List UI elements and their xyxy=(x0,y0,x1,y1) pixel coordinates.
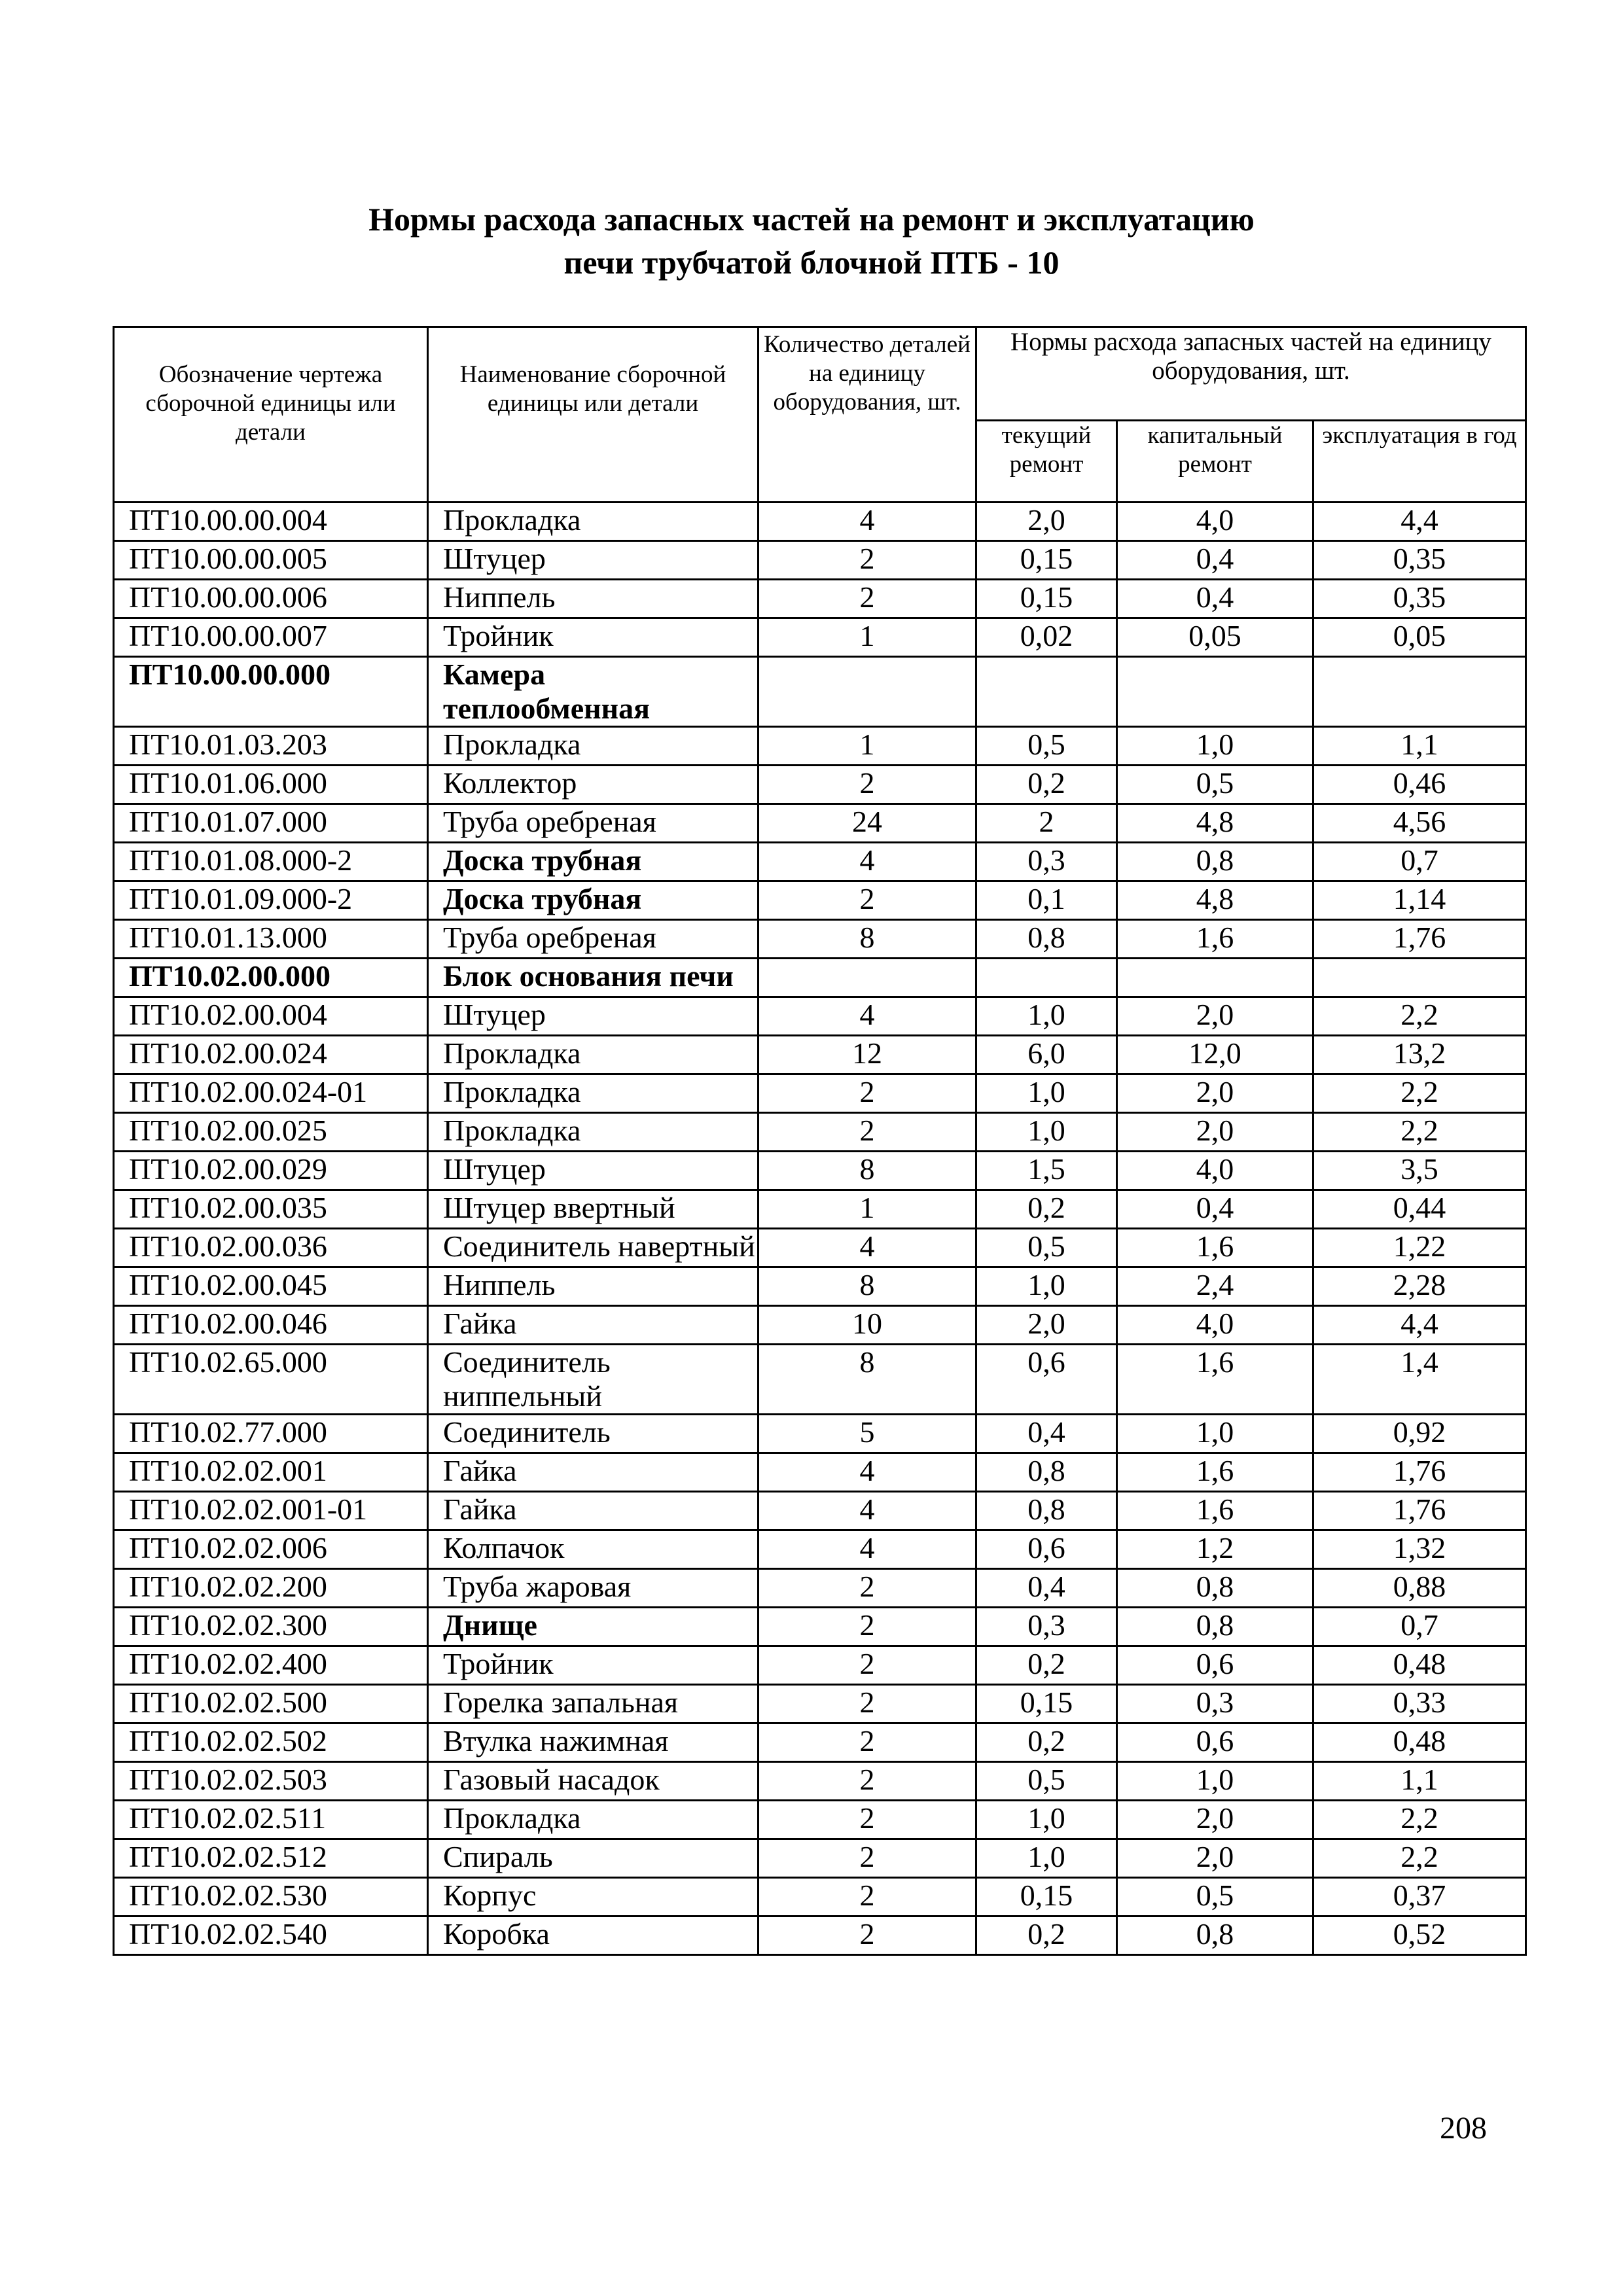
cell-capital-repair xyxy=(1117,959,1313,997)
cell-current-repair: 0,1 xyxy=(976,881,1117,920)
cell-current-repair: 0,6 xyxy=(976,1345,1117,1415)
table-row xyxy=(114,1723,1526,1762)
cell-qty: 2 xyxy=(758,881,976,920)
cell-capital-repair: 4,0 xyxy=(1117,1306,1313,1345)
cell-name: Горелка запальная xyxy=(428,1685,758,1723)
cell-current-repair: 1,0 xyxy=(976,997,1117,1036)
cell-capital-repair: 1,0 xyxy=(1117,1415,1313,1453)
cell-code: ПТ10.01.07.000 xyxy=(114,804,428,843)
cell-capital-repair: 0,4 xyxy=(1117,541,1313,580)
cell-code: ПТ10.01.06.000 xyxy=(114,766,428,804)
cell-capital-repair: 1,6 xyxy=(1117,1453,1313,1492)
cell-qty: 2 xyxy=(758,1839,976,1878)
cell-current-repair: 0,3 xyxy=(976,843,1117,881)
cell-qty: 8 xyxy=(758,1152,976,1190)
cell-code: ПТ10.02.02.300 xyxy=(114,1608,428,1646)
cell-name: Штуцер xyxy=(428,541,758,580)
cell-capital-repair: 2,0 xyxy=(1117,1113,1313,1152)
table-row xyxy=(114,1036,1526,1074)
table-row xyxy=(114,1453,1526,1492)
cell-code: ПТ10.02.02.001-01 xyxy=(114,1492,428,1530)
cell-qty: 2 xyxy=(758,580,976,618)
table-row xyxy=(114,1229,1526,1267)
cell-name: Блок основания печи xyxy=(428,959,758,997)
cell-capital-repair: 2,0 xyxy=(1117,1801,1313,1839)
cell-capital-repair: 1,6 xyxy=(1117,920,1313,959)
document-title xyxy=(0,198,1623,284)
cell-code: ПТ10.02.00.004 xyxy=(114,997,428,1036)
cell-operation: 1,4 xyxy=(1313,1345,1526,1415)
cell-capital-repair: 4,8 xyxy=(1117,881,1313,920)
cell-code: ПТ10.02.00.036 xyxy=(114,1229,428,1267)
cell-qty xyxy=(758,959,976,997)
cell-current-repair: 0,5 xyxy=(976,1762,1117,1801)
cell-current-repair: 0,15 xyxy=(976,1685,1117,1723)
cell-current-repair: 0,2 xyxy=(976,1646,1117,1685)
cell-name: Соединитель xyxy=(428,1415,758,1453)
cell-current-repair: 0,15 xyxy=(976,1878,1117,1916)
cell-operation: 2,2 xyxy=(1313,1113,1526,1152)
cell-code: ПТ10.02.00.025 xyxy=(114,1113,428,1152)
cell-operation: 0,35 xyxy=(1313,541,1526,580)
cell-capital-repair: 0,4 xyxy=(1117,1190,1313,1229)
cell-code: ПТ10.00.00.006 xyxy=(114,580,428,618)
cell-operation: 2,2 xyxy=(1313,1839,1526,1878)
cell-operation: 4,4 xyxy=(1313,1306,1526,1345)
cell-capital-repair: 0,5 xyxy=(1117,1878,1313,1916)
table-row xyxy=(114,1685,1526,1723)
cell-operation: 0,37 xyxy=(1313,1878,1526,1916)
cell-code: ПТ10.01.03.203 xyxy=(114,727,428,766)
cell-current-repair: 2,0 xyxy=(976,1306,1117,1345)
cell-name: Тройник xyxy=(428,618,758,657)
cell-capital-repair: 4,0 xyxy=(1117,1152,1313,1190)
cell-name: Газовый насадок xyxy=(428,1762,758,1801)
cell-code: ПТ10.02.00.000 xyxy=(114,959,428,997)
cell-qty: 5 xyxy=(758,1415,976,1453)
table-row xyxy=(114,1345,1526,1415)
header-current-repair: текущий ремонт xyxy=(976,421,1117,503)
cell-qty: 24 xyxy=(758,804,976,843)
table-row xyxy=(114,503,1526,541)
cell-qty: 2 xyxy=(758,766,976,804)
table-row xyxy=(114,1113,1526,1152)
cell-capital-repair: 1,6 xyxy=(1117,1229,1313,1267)
table-row xyxy=(114,1569,1526,1608)
cell-current-repair: 1,0 xyxy=(976,1074,1117,1113)
cell-capital-repair: 0,8 xyxy=(1117,1608,1313,1646)
cell-qty: 2 xyxy=(758,1723,976,1762)
cell-qty: 8 xyxy=(758,1267,976,1306)
cell-capital-repair: 2,0 xyxy=(1117,1074,1313,1113)
table-row xyxy=(114,997,1526,1036)
cell-name: Колпачок xyxy=(428,1530,758,1569)
cell-operation: 1,1 xyxy=(1313,727,1526,766)
cell-operation: 0,48 xyxy=(1313,1646,1526,1685)
cell-operation: 2,2 xyxy=(1313,1801,1526,1839)
cell-current-repair: 1,0 xyxy=(976,1839,1117,1878)
cell-capital-repair: 0,6 xyxy=(1117,1723,1313,1762)
cell-current-repair: 6,0 xyxy=(976,1036,1117,1074)
cell-code: ПТ10.00.00.005 xyxy=(114,541,428,580)
header-code: Обозначение чертежа сборочной единицы или детали xyxy=(114,327,428,503)
table-row xyxy=(114,1415,1526,1453)
table-row xyxy=(114,1762,1526,1801)
cell-qty: 4 xyxy=(758,1229,976,1267)
cell-code: ПТ10.02.02.503 xyxy=(114,1762,428,1801)
header-norms-group: Нормы расхода запасных частей на единицу оборудования, шт. xyxy=(976,327,1526,421)
cell-capital-repair: 12,0 xyxy=(1117,1036,1313,1074)
cell-name: Прокладка xyxy=(428,1036,758,1074)
cell-code: ПТ10.02.00.045 xyxy=(114,1267,428,1306)
cell-code: ПТ10.02.02.200 xyxy=(114,1569,428,1608)
cell-current-repair: 0,2 xyxy=(976,766,1117,804)
cell-qty: 10 xyxy=(758,1306,976,1345)
cell-current-repair: 0,2 xyxy=(976,1723,1117,1762)
cell-capital-repair: 0,8 xyxy=(1117,1569,1313,1608)
cell-current-repair: 2 xyxy=(976,804,1117,843)
cell-qty: 2 xyxy=(758,1646,976,1685)
cell-operation: 0,05 xyxy=(1313,618,1526,657)
cell-name: Соединитель навертный xyxy=(428,1229,758,1267)
cell-qty: 2 xyxy=(758,1608,976,1646)
cell-operation: 4,4 xyxy=(1313,503,1526,541)
cell-operation: 0,44 xyxy=(1313,1190,1526,1229)
cell-capital-repair: 0,05 xyxy=(1117,618,1313,657)
cell-code: ПТ10.00.00.004 xyxy=(114,503,428,541)
title-line-1: Нормы расхода запасных частей на ремонт и эксплуатацию xyxy=(368,201,1255,238)
cell-current-repair: 0,8 xyxy=(976,1492,1117,1530)
cell-operation: 0,88 xyxy=(1313,1569,1526,1608)
table-row xyxy=(114,959,1526,997)
cell-name: Корпус xyxy=(428,1878,758,1916)
cell-operation: 1,32 xyxy=(1313,1530,1526,1569)
cell-capital-repair: 0,8 xyxy=(1117,1916,1313,1955)
cell-operation: 4,56 xyxy=(1313,804,1526,843)
cell-name: Коробка xyxy=(428,1916,758,1955)
cell-qty: 1 xyxy=(758,1190,976,1229)
header-qty: Количество деталей на единицу оборудования, шт. xyxy=(758,327,976,503)
cell-capital-repair: 1,0 xyxy=(1117,727,1313,766)
cell-capital-repair: 0,4 xyxy=(1117,580,1313,618)
cell-current-repair: 1,0 xyxy=(976,1801,1117,1839)
cell-operation: 13,2 xyxy=(1313,1036,1526,1074)
cell-capital-repair: 1,0 xyxy=(1117,1762,1313,1801)
cell-name: Спираль xyxy=(428,1839,758,1878)
spare-parts-norms-table xyxy=(113,326,1527,1956)
cell-name: Гайка xyxy=(428,1306,758,1345)
cell-qty: 4 xyxy=(758,997,976,1036)
cell-capital-repair: 0,5 xyxy=(1117,766,1313,804)
cell-current-repair: 1,0 xyxy=(976,1113,1117,1152)
cell-capital-repair: 0,6 xyxy=(1117,1646,1313,1685)
cell-name: Штуцер ввертный xyxy=(428,1190,758,1229)
cell-capital-repair: 1,6 xyxy=(1117,1492,1313,1530)
cell-operation xyxy=(1313,959,1526,997)
cell-qty: 8 xyxy=(758,920,976,959)
cell-qty: 2 xyxy=(758,1113,976,1152)
cell-name: Прокладка xyxy=(428,503,758,541)
cell-code: ПТ10.01.09.000-2 xyxy=(114,881,428,920)
cell-qty: 2 xyxy=(758,1762,976,1801)
cell-current-repair: 0,2 xyxy=(976,1190,1117,1229)
table-row xyxy=(114,1801,1526,1839)
cell-qty: 2 xyxy=(758,1878,976,1916)
cell-name: Прокладка xyxy=(428,1801,758,1839)
table-row xyxy=(114,1839,1526,1878)
table-body xyxy=(114,503,1526,1955)
cell-code: ПТ10.02.77.000 xyxy=(114,1415,428,1453)
cell-name: Труба оребреная xyxy=(428,804,758,843)
table-row xyxy=(114,1152,1526,1190)
cell-operation: 2,2 xyxy=(1313,1074,1526,1113)
cell-current-repair: 2,0 xyxy=(976,503,1117,541)
table-row xyxy=(114,804,1526,843)
cell-current-repair xyxy=(976,959,1117,997)
cell-current-repair: 0,5 xyxy=(976,1229,1117,1267)
cell-qty: 1 xyxy=(758,618,976,657)
cell-operation: 1,1 xyxy=(1313,1762,1526,1801)
cell-capital-repair: 2,4 xyxy=(1117,1267,1313,1306)
cell-name: Ниппель xyxy=(428,1267,758,1306)
cell-qty: 1 xyxy=(758,727,976,766)
cell-name: Днище xyxy=(428,1608,758,1646)
cell-code: ПТ10.02.02.511 xyxy=(114,1801,428,1839)
cell-name: Прокладка xyxy=(428,1113,758,1152)
cell-operation: 1,22 xyxy=(1313,1229,1526,1267)
cell-qty: 2 xyxy=(758,1801,976,1839)
cell-name: Штуцер xyxy=(428,1152,758,1190)
cell-current-repair: 0,6 xyxy=(976,1530,1117,1569)
cell-capital-repair: 1,6 xyxy=(1117,1345,1313,1415)
cell-operation: 2,2 xyxy=(1313,997,1526,1036)
cell-qty: 2 xyxy=(758,541,976,580)
cell-operation: 0,7 xyxy=(1313,1608,1526,1646)
cell-name: Гайка xyxy=(428,1492,758,1530)
cell-name: Труба жаровая xyxy=(428,1569,758,1608)
cell-operation: 1,76 xyxy=(1313,1453,1526,1492)
cell-code: ПТ10.02.00.046 xyxy=(114,1306,428,1345)
header-name: Наименование сборочной единицы или детали xyxy=(428,327,758,503)
cell-capital-repair: 0,3 xyxy=(1117,1685,1313,1723)
table-row xyxy=(114,1530,1526,1569)
cell-operation: 0,33 xyxy=(1313,1685,1526,1723)
title-line-2: печи трубчатой блочной ПТБ - 10 xyxy=(563,244,1060,281)
cell-name: Штуцер xyxy=(428,997,758,1036)
table-row xyxy=(114,1878,1526,1916)
cell-capital-repair xyxy=(1117,657,1313,727)
cell-capital-repair: 4,0 xyxy=(1117,503,1313,541)
table-row xyxy=(114,1306,1526,1345)
cell-code: ПТ10.02.02.006 xyxy=(114,1530,428,1569)
cell-current-repair: 0,4 xyxy=(976,1415,1117,1453)
cell-operation: 2,28 xyxy=(1313,1267,1526,1306)
cell-qty: 8 xyxy=(758,1345,976,1415)
cell-code: ПТ10.02.02.001 xyxy=(114,1453,428,1492)
cell-code: ПТ10.02.02.530 xyxy=(114,1878,428,1916)
cell-qty: 2 xyxy=(758,1074,976,1113)
cell-code: ПТ10.02.00.024 xyxy=(114,1036,428,1074)
cell-operation: 0,48 xyxy=(1313,1723,1526,1762)
table-row xyxy=(114,843,1526,881)
cell-code: ПТ10.02.02.500 xyxy=(114,1685,428,1723)
table-row xyxy=(114,1074,1526,1113)
cell-operation xyxy=(1313,657,1526,727)
table-row xyxy=(114,541,1526,580)
cell-current-repair: 0,02 xyxy=(976,618,1117,657)
header-capital-repair: капитальный ремонт xyxy=(1117,421,1313,503)
cell-code: ПТ10.01.13.000 xyxy=(114,920,428,959)
cell-code: ПТ10.02.02.502 xyxy=(114,1723,428,1762)
cell-current-repair: 0,8 xyxy=(976,920,1117,959)
table-row xyxy=(114,1916,1526,1955)
cell-capital-repair: 4,8 xyxy=(1117,804,1313,843)
cell-operation: 0,35 xyxy=(1313,580,1526,618)
header-operation-per-year: эксплуатация в год xyxy=(1313,421,1526,503)
table-row xyxy=(114,1608,1526,1646)
cell-qty: 12 xyxy=(758,1036,976,1074)
cell-code: ПТ10.02.65.000 xyxy=(114,1345,428,1415)
cell-operation: 0,7 xyxy=(1313,843,1526,881)
cell-name: Доска трубная xyxy=(428,843,758,881)
cell-code: ПТ10.00.00.000 xyxy=(114,657,428,727)
table-row xyxy=(114,1190,1526,1229)
cell-capital-repair: 0,8 xyxy=(1117,843,1313,881)
table-row xyxy=(114,1646,1526,1685)
cell-name: Соединитель ниппельный xyxy=(428,1345,758,1415)
cell-name: Доска трубная xyxy=(428,881,758,920)
cell-name: Тройник xyxy=(428,1646,758,1685)
cell-current-repair: 1,5 xyxy=(976,1152,1117,1190)
table-row xyxy=(114,920,1526,959)
cell-operation: 1,76 xyxy=(1313,1492,1526,1530)
cell-current-repair: 0,2 xyxy=(976,1916,1117,1955)
cell-qty: 2 xyxy=(758,1685,976,1723)
cell-qty: 4 xyxy=(758,1530,976,1569)
table-row xyxy=(114,766,1526,804)
cell-name: Труба оребреная xyxy=(428,920,758,959)
table-row xyxy=(114,657,1526,727)
cell-code: ПТ10.02.02.540 xyxy=(114,1916,428,1955)
page-number: 208 xyxy=(1440,2111,1487,2146)
cell-current-repair: 1,0 xyxy=(976,1267,1117,1306)
cell-name: Ниппель xyxy=(428,580,758,618)
cell-qty xyxy=(758,657,976,727)
cell-code: ПТ10.02.00.035 xyxy=(114,1190,428,1229)
cell-current-repair xyxy=(976,657,1117,727)
cell-current-repair: 0,5 xyxy=(976,727,1117,766)
cell-operation: 0,46 xyxy=(1313,766,1526,804)
cell-operation: 0,52 xyxy=(1313,1916,1526,1955)
cell-capital-repair: 1,2 xyxy=(1117,1530,1313,1569)
cell-name: Втулка нажимная xyxy=(428,1723,758,1762)
table-row xyxy=(114,727,1526,766)
cell-qty: 2 xyxy=(758,1916,976,1955)
table-row xyxy=(114,1267,1526,1306)
table-row xyxy=(114,1492,1526,1530)
cell-code: ПТ10.00.00.007 xyxy=(114,618,428,657)
cell-capital-repair: 2,0 xyxy=(1117,997,1313,1036)
cell-capital-repair: 2,0 xyxy=(1117,1839,1313,1878)
cell-current-repair: 0,8 xyxy=(976,1453,1117,1492)
cell-operation: 0,92 xyxy=(1313,1415,1526,1453)
table-row xyxy=(114,580,1526,618)
cell-operation: 3,5 xyxy=(1313,1152,1526,1190)
cell-operation: 1,14 xyxy=(1313,881,1526,920)
cell-current-repair: 0,4 xyxy=(976,1569,1117,1608)
table-row xyxy=(114,881,1526,920)
cell-current-repair: 0,3 xyxy=(976,1608,1117,1646)
cell-qty: 4 xyxy=(758,843,976,881)
cell-current-repair: 0,15 xyxy=(976,580,1117,618)
cell-code: ПТ10.02.00.029 xyxy=(114,1152,428,1190)
cell-name: Гайка xyxy=(428,1453,758,1492)
cell-qty: 2 xyxy=(758,1569,976,1608)
cell-qty: 4 xyxy=(758,1492,976,1530)
cell-code: ПТ10.02.00.024-01 xyxy=(114,1074,428,1113)
cell-code: ПТ10.02.02.512 xyxy=(114,1839,428,1878)
cell-operation: 1,76 xyxy=(1313,920,1526,959)
cell-code: ПТ10.01.08.000-2 xyxy=(114,843,428,881)
cell-qty: 4 xyxy=(758,503,976,541)
cell-name: Прокладка xyxy=(428,727,758,766)
cell-qty: 4 xyxy=(758,1453,976,1492)
table-row xyxy=(114,618,1526,657)
cell-current-repair: 0,15 xyxy=(976,541,1117,580)
cell-name: Прокладка xyxy=(428,1074,758,1113)
cell-code: ПТ10.02.02.400 xyxy=(114,1646,428,1685)
cell-name: Коллектор xyxy=(428,766,758,804)
cell-name: Камера теплообменная xyxy=(428,657,758,727)
